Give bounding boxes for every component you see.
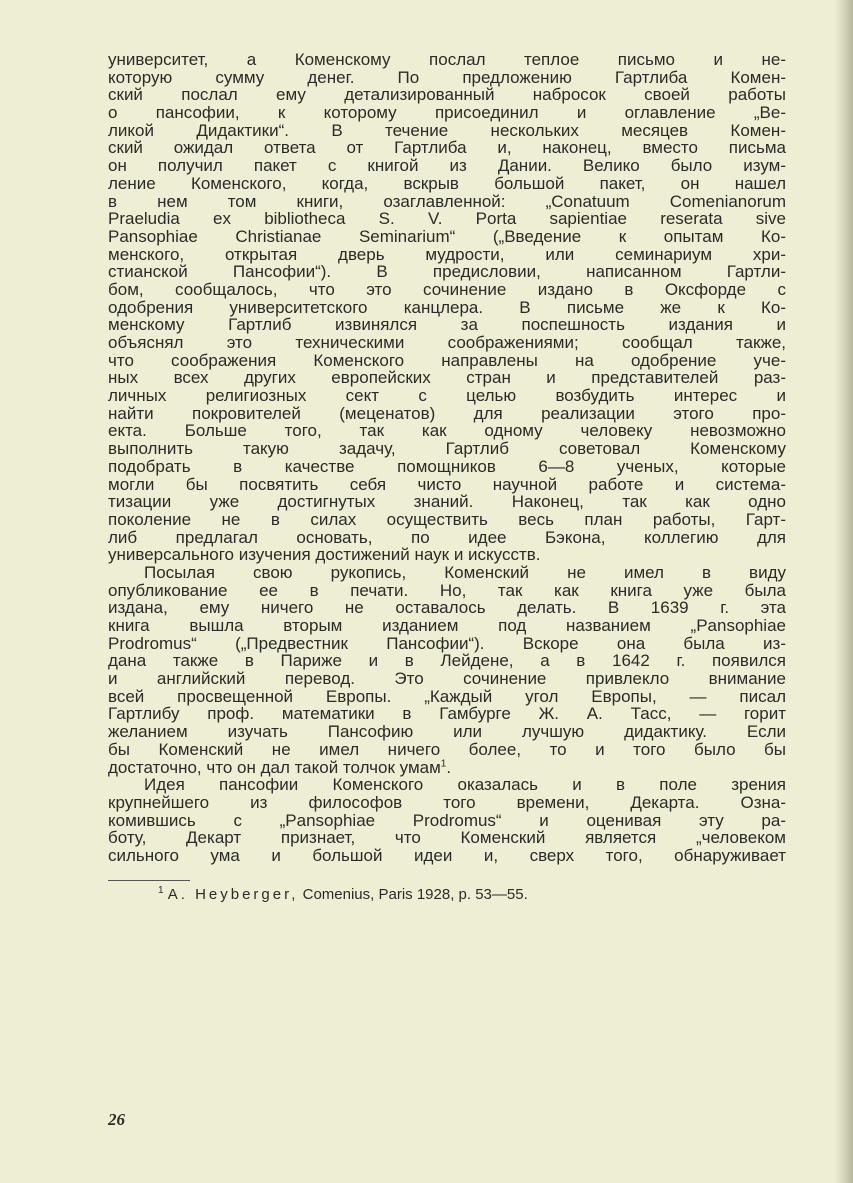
text-line xyxy=(108,299,786,317)
text-line-content: боту, Декарт признает, что Коменский является „человеком xyxy=(108,828,786,848)
text-line xyxy=(108,193,786,211)
page-edge-shadow xyxy=(835,0,853,1183)
text-line-content: что соображения Коменского направлены на одобрение уче- xyxy=(108,350,786,370)
text-line xyxy=(108,334,786,352)
footnote-rule xyxy=(108,880,190,881)
text-line-content: комившись с „Pansophiae Prodromus“ и оценивая эту ра- xyxy=(108,810,786,830)
text-line xyxy=(108,405,786,423)
text-line-content: дана также в Париже и в Лейдене, а в 1642 г. появился xyxy=(108,651,786,671)
text-line xyxy=(108,157,786,175)
text-line xyxy=(108,741,786,759)
text-line xyxy=(108,652,786,670)
text-line-content: могли бы посвятить себя чисто научной работе и система- xyxy=(108,474,786,494)
text-line-content: крупнейшего из философов того времени, Декарта. Озна- xyxy=(108,792,786,812)
text-line xyxy=(108,476,786,494)
text-line-content: желанием изучать Пансофию или лучшую дидактику. Если xyxy=(108,722,786,742)
footnote-reference: 1 xyxy=(440,757,447,769)
text-line xyxy=(108,246,786,264)
text-line xyxy=(108,794,786,812)
text-line xyxy=(108,688,786,706)
text-line xyxy=(108,228,786,246)
text-line-content: издана, ему ничего не оставалось делать. В 1639 г. эта xyxy=(108,598,786,618)
text-line xyxy=(108,670,786,688)
text-line xyxy=(108,582,786,600)
text-line-content: одобрения университетского канцлера. В письме же к Ко- xyxy=(108,297,786,317)
footnote-marker: 1 xyxy=(158,885,164,896)
text-line xyxy=(108,352,786,370)
text-line-content: личных религиозных сект с целью возбудить интерес и xyxy=(108,386,786,406)
text-line-content: ский послал ему детализированный набросок своей работы xyxy=(108,85,786,105)
text-line xyxy=(108,422,786,440)
text-line xyxy=(108,316,786,334)
text-line-content: ных всех других европейских стран и представителей раз- xyxy=(108,368,786,388)
text-line xyxy=(108,86,786,104)
text-line xyxy=(108,458,786,476)
text-line xyxy=(108,387,786,405)
text-line-content: опубликование ее в печати. Но, так как книга уже была xyxy=(108,580,786,600)
text-line xyxy=(108,369,786,387)
text-line-content: и английский перевод. Это сочинение привлекло внимание xyxy=(108,669,786,689)
text-line xyxy=(108,263,786,281)
text-line-content: бы Коменский не имел ничего более, то и того было бы xyxy=(108,739,786,759)
text-line-content: книга вышла вторым изданием под названием „Pansophiae xyxy=(108,616,786,635)
text-line xyxy=(108,529,786,547)
text-line-content: университет, а Коменскому послал теплое письмо и не- xyxy=(108,50,786,69)
footnote-author: A. Heyberger, xyxy=(167,886,299,903)
text-line xyxy=(108,139,786,157)
text-line xyxy=(108,511,786,529)
text-line-content: Praeludia ex bibliotheca S. V. Porta sapientiae reserata sive xyxy=(108,209,786,229)
text-line-content: выполнить такую задачу, Гартлиб советовал Коменскому xyxy=(108,439,786,459)
text-line xyxy=(108,776,786,794)
text-line xyxy=(108,829,786,847)
text-line: достаточно, что он дал такой толчок умам$^1$. xyxy=(108,757,452,777)
text-line-content: бом, сообщалось, что это сочинение издано в Оксфорде с xyxy=(108,279,786,299)
text-line-content: о пансофии, к которому присоединил и оглавление „Ве- xyxy=(108,103,786,123)
text-line-content: Посылая свою рукопись, Коменский не имел в виду xyxy=(144,562,786,582)
text-line-content: либ предлагал основать, по идее Бэкона, коллегию для xyxy=(108,527,786,547)
text-line-content: поколение не в силах осуществить весь план работы, Гарт- xyxy=(108,509,786,529)
text-line xyxy=(108,175,786,193)
text-line-content: стианской Пансофии“). В предисловии, написанном Гартли- xyxy=(108,262,786,282)
text-line xyxy=(108,69,786,87)
text-line-content: Гартлибу проф. математики в Гамбурге Ж. А. Тасс, — горит xyxy=(108,704,786,724)
text-line-content: объяснял это техническими соображениями; сообщал также, xyxy=(108,333,786,352)
text-line xyxy=(108,440,786,458)
text-line-content: екта. Больше того, так как одному человеку невозможно xyxy=(108,421,786,441)
text-line-content: достаточно, что он дал такой толчок умам xyxy=(108,757,441,777)
text-line-content: в нем том книги, озаглавленной: „Conatuum Comenianorum xyxy=(108,191,786,211)
text-line-content: универсального изучения достижений наук и искусств. xyxy=(108,545,541,565)
text-line-content: ление Коменского, когда, вскрыв большой пакет, он нашел xyxy=(108,173,786,193)
body-text xyxy=(108,51,786,865)
footnote-citation: Comenius, Paris 1928, p. 53—55. xyxy=(302,886,528,903)
text-line xyxy=(108,617,786,635)
text-line xyxy=(108,281,786,299)
text-line-content: ликой Дидактики“. В течение нескольких месяцев Комен- xyxy=(108,120,786,140)
text-line xyxy=(108,51,786,69)
text-line xyxy=(108,122,786,140)
footnote xyxy=(158,886,528,903)
text-line xyxy=(108,847,786,865)
text-line xyxy=(108,104,786,122)
text-line-content: тизации уже достигнутых знаний. Наконец, так как одно xyxy=(108,492,786,512)
text-line xyxy=(108,812,786,830)
text-line-content: найти покровителей (меценатов) для реализации этого про- xyxy=(108,403,786,423)
text-line xyxy=(108,635,786,653)
text-line-content: менскому Гартлиб извинялся за поспешность издания и xyxy=(108,315,786,335)
text-line-content: всей просвещенной Европы. „Каждый угол Европы, — писал xyxy=(108,686,786,706)
text-line xyxy=(108,546,786,564)
text-line-content: Pansophiae Christianae Seminarium“ („Введение к опытам Ко- xyxy=(108,226,786,246)
text-line-content: Prodromus“ („Предвестник Пансофии“). Вскоре она была из- xyxy=(108,633,786,653)
text-line-content: он получил пакет с книгой из Дании. Велико было изум- xyxy=(108,156,786,176)
text-line-content: которую сумму денег. По предложению Гартлиба Комен- xyxy=(108,67,786,87)
text-line xyxy=(108,564,786,582)
text-line-content: ский ожидал ответа от Гартлиба и, наконец, вместо письма xyxy=(108,138,786,158)
text-line xyxy=(108,599,786,617)
text-line xyxy=(108,723,786,741)
text-line-content: менского, открытая дверь мудрости, или семинариум хри- xyxy=(108,244,786,264)
text-line-content: сильного ума и большой идеи и, сверх того, обнаруживает xyxy=(108,845,786,865)
text-line xyxy=(108,210,786,228)
text-line-content: Идея пансофии Коменского оказалась и в поле зрения xyxy=(144,775,786,795)
text-line-content: подобрать в качестве помощников 6—8 ученых, которые xyxy=(108,456,786,476)
text-line xyxy=(108,705,786,723)
page-number: 26 xyxy=(108,1110,125,1129)
text-line xyxy=(108,493,786,511)
